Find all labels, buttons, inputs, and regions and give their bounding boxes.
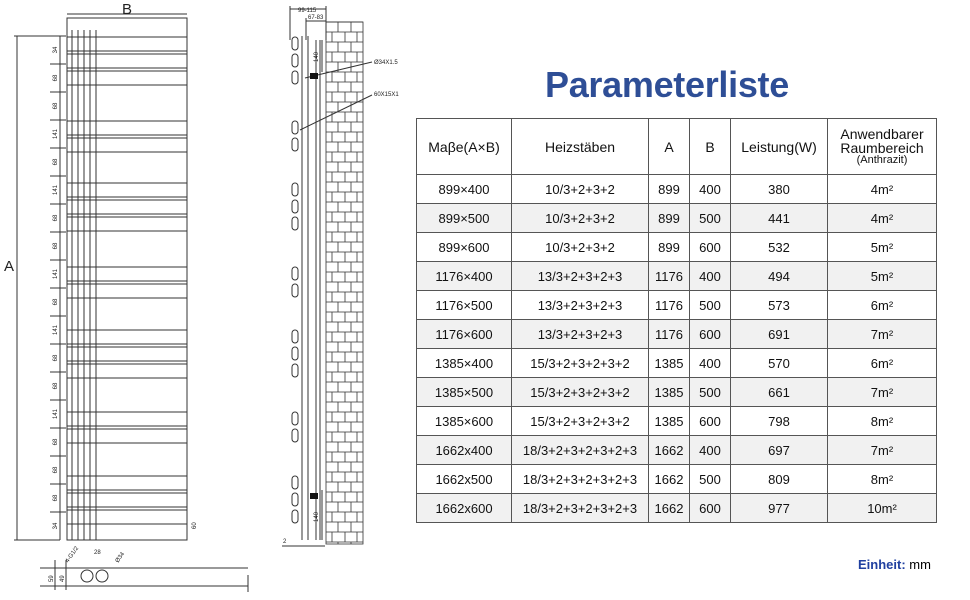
header-power: Leistung(W)	[731, 119, 828, 175]
cell-b: 400	[690, 436, 731, 465]
spacing-dimension-label: 68	[53, 354, 59, 362]
cell-b: 600	[690, 320, 731, 349]
front-heating-bar	[67, 429, 187, 443]
cell-area: 7m²	[828, 378, 937, 407]
unit-value: mm	[909, 557, 931, 572]
spacing-dimension-label: 68	[53, 438, 59, 446]
spacing-dimension-label: 141	[53, 408, 59, 420]
cell-bars: 18/3+2+3+2+3+2+3	[512, 465, 649, 494]
spacing-dimension-label: 68	[53, 494, 59, 502]
cell-bars: 18/3+2+3+2+3+2+3	[512, 436, 649, 465]
cell-b: 600	[690, 407, 731, 436]
dim-d34-label: Ø34	[114, 551, 127, 565]
cell-size: 899×400	[417, 175, 512, 204]
header-area	[828, 119, 937, 175]
front-heating-bar	[67, 476, 187, 490]
header-bars: Heizstäben	[512, 119, 649, 175]
side-heating-bar-profile	[292, 347, 298, 360]
dim-49-label: 49	[60, 575, 66, 582]
cell-area: 8m²	[828, 465, 937, 494]
front-heating-bar	[67, 183, 187, 197]
cell-b: 400	[690, 262, 731, 291]
cell-area: 4m²	[828, 204, 937, 233]
cell-size: 1662x400	[417, 436, 512, 465]
table-row	[417, 378, 937, 407]
side-heating-bar-profile	[292, 71, 298, 84]
front-heating-bar	[67, 200, 187, 214]
front-heating-bar	[67, 54, 187, 68]
cell-size: 1385×400	[417, 349, 512, 378]
cell-a: 1176	[649, 291, 690, 320]
front-view	[14, 14, 248, 592]
cell-power: 570	[731, 349, 828, 378]
spacing-dimension-label: 68	[53, 466, 59, 474]
callout-pipe-label: Ø34X1.5	[374, 60, 398, 66]
cell-a: 899	[649, 233, 690, 262]
cell-area: 10m²	[828, 494, 937, 523]
table-row	[417, 320, 937, 349]
cell-area: 5m²	[828, 262, 937, 291]
front-heating-bar	[67, 364, 187, 378]
front-heating-bar	[67, 267, 187, 281]
dim-60-label: 60	[192, 522, 198, 529]
cell-power: 380	[731, 175, 828, 204]
header-area-line2: Raumbereich	[840, 140, 924, 156]
cell-size: 1176×600	[417, 320, 512, 349]
cell-bars: 10/3+2+3+2	[512, 204, 649, 233]
side-heating-bar-profile	[292, 429, 298, 442]
cell-bars: 13/3+2+3+2+3	[512, 291, 649, 320]
cell-area: 8m²	[828, 407, 937, 436]
side-dim-140-top: 140	[314, 51, 320, 62]
cell-power: 573	[731, 291, 828, 320]
front-heating-bar	[67, 412, 187, 426]
cell-size: 1662x500	[417, 465, 512, 494]
cell-b: 400	[690, 349, 731, 378]
parameter-table	[416, 118, 937, 523]
spacing-dimension-label: 141	[53, 268, 59, 280]
side-dim-outer-label: 99-115	[298, 8, 317, 14]
spacing-dimension-label: 141	[53, 128, 59, 140]
cell-b: 400	[690, 175, 731, 204]
front-heating-bar	[67, 217, 187, 231]
cell-a: 899	[649, 175, 690, 204]
front-heating-bar	[67, 347, 187, 361]
header-a: A	[649, 119, 690, 175]
cell-bars: 15/3+2+3+2+3+2	[512, 378, 649, 407]
table-row	[417, 233, 937, 262]
side-heating-bar-profile	[292, 121, 298, 134]
spacing-dimension-label: 68	[53, 158, 59, 166]
cell-a: 1662	[649, 436, 690, 465]
spacing-dimension-label: 141	[53, 184, 59, 196]
header-area-line1: Anwendbarer	[840, 126, 924, 142]
spacing-dimension-label: 68	[53, 382, 59, 390]
cell-size: 1176×500	[417, 291, 512, 320]
side-view	[282, 6, 372, 546]
wall-mount-bracket-bottom	[310, 493, 318, 499]
cell-b: 500	[690, 204, 731, 233]
cell-bars: 15/3+2+3+2+3+2	[512, 407, 649, 436]
table-row	[417, 407, 937, 436]
side-heating-bar-profile	[292, 284, 298, 297]
side-heating-bar-profile	[292, 510, 298, 523]
cell-a: 1385	[649, 378, 690, 407]
side-heating-bar-profile	[292, 183, 298, 196]
table-row	[417, 465, 937, 494]
cell-power: 977	[731, 494, 828, 523]
cell-power: 798	[731, 407, 828, 436]
cell-size: 1385×600	[417, 407, 512, 436]
cell-a: 1176	[649, 262, 690, 291]
cell-a: 899	[649, 204, 690, 233]
front-heating-bar	[67, 493, 187, 507]
table-row	[417, 262, 937, 291]
side-dim-inner-label: 67-83	[308, 15, 324, 21]
cell-area: 6m²	[828, 349, 937, 378]
header-area-sub: (Anthrazit)	[856, 154, 908, 166]
side-heating-bar-profile	[292, 493, 298, 506]
table-row	[417, 436, 937, 465]
spacing-dimension-label: 34	[53, 46, 59, 54]
spacing-dimension-label: 68	[53, 242, 59, 250]
cell-area: 6m²	[828, 291, 937, 320]
cell-size: 1176×400	[417, 262, 512, 291]
cell-bars: 13/3+2+3+2+3	[512, 262, 649, 291]
cell-bars: 15/3+2+3+2+3+2	[512, 349, 649, 378]
side-dim-140-bottom: 140	[314, 511, 320, 522]
cell-power: 441	[731, 204, 828, 233]
spacing-dimension-label: 68	[53, 102, 59, 110]
side-heating-bar-profile	[292, 37, 298, 50]
front-heating-bar	[67, 510, 187, 524]
cell-power: 494	[731, 262, 828, 291]
wall-mount-bracket-top	[310, 73, 318, 79]
spacing-dimension-label: 34	[53, 522, 59, 530]
table-row	[417, 349, 937, 378]
cell-b: 500	[690, 291, 731, 320]
cell-a: 1662	[649, 494, 690, 523]
side-heating-bar-profile	[292, 476, 298, 489]
cell-area: 5m²	[828, 233, 937, 262]
side-heating-bar-profile	[292, 267, 298, 280]
dimension-a-label: A	[4, 258, 15, 275]
dim-g12-label: 4-G1/2	[64, 545, 81, 565]
table-row	[417, 204, 937, 233]
front-heating-bar	[67, 71, 187, 85]
table-row	[417, 175, 937, 204]
unit-label: Einheit:	[858, 557, 906, 572]
spacing-dimension-label: 141	[53, 324, 59, 336]
side-heating-bar-profile	[292, 138, 298, 151]
cell-a: 1385	[649, 349, 690, 378]
cell-a: 1176	[649, 320, 690, 349]
cell-size: 1662x600	[417, 494, 512, 523]
front-heating-bar	[67, 330, 187, 344]
side-dim-2: 2	[283, 539, 287, 545]
cell-bars: 10/3+2+3+2	[512, 233, 649, 262]
side-heating-bar-profile	[292, 217, 298, 230]
cell-a: 1662	[649, 465, 690, 494]
cell-power: 697	[731, 436, 828, 465]
front-heating-bar	[67, 284, 187, 298]
dim-28-label: 28	[94, 550, 101, 556]
cell-power: 691	[731, 320, 828, 349]
front-heating-bar	[67, 121, 187, 135]
side-heating-bar-profile	[292, 330, 298, 343]
cell-area: 4m²	[828, 175, 937, 204]
brick-wall	[326, 22, 363, 544]
front-heating-bar	[67, 37, 187, 51]
cell-size: 899×600	[417, 233, 512, 262]
side-heating-bar-profile	[292, 412, 298, 425]
spacing-dimension-label: 68	[53, 74, 59, 82]
dimension-b-label: B	[121, 1, 133, 18]
cell-power: 661	[731, 378, 828, 407]
side-heating-bar-profile	[292, 54, 298, 67]
cell-b: 500	[690, 378, 731, 407]
cell-b: 500	[690, 465, 731, 494]
table-row	[417, 494, 937, 523]
cell-area: 7m²	[828, 436, 937, 465]
cell-size: 899×500	[417, 204, 512, 233]
cell-power: 532	[731, 233, 828, 262]
cell-power: 809	[731, 465, 828, 494]
header-size: Maβe(A×B)	[417, 119, 512, 175]
cell-a: 1385	[649, 407, 690, 436]
cell-bars: 18/3+2+3+2+3+2+3	[512, 494, 649, 523]
dim-59-label: 59	[49, 575, 55, 582]
parameter-list-title: Parameterliste	[545, 64, 789, 105]
cell-b: 600	[690, 494, 731, 523]
header-b: B	[690, 119, 731, 175]
table-row	[417, 291, 937, 320]
front-heating-bar	[67, 138, 187, 152]
cell-b: 600	[690, 233, 731, 262]
side-heating-bar-profile	[292, 200, 298, 213]
spacing-dimension-label: 68	[53, 214, 59, 222]
callout-rect-label: 60X15X1	[374, 92, 399, 98]
cell-size: 1385×500	[417, 378, 512, 407]
table-header-row	[417, 119, 937, 175]
cell-bars: 13/3+2+3+2+3	[512, 320, 649, 349]
side-heating-bar-profile	[292, 364, 298, 377]
unit-note	[858, 557, 931, 572]
spacing-dimension-label: 68	[53, 298, 59, 306]
cell-area: 7m²	[828, 320, 937, 349]
cell-bars: 10/3+2+3+2	[512, 175, 649, 204]
